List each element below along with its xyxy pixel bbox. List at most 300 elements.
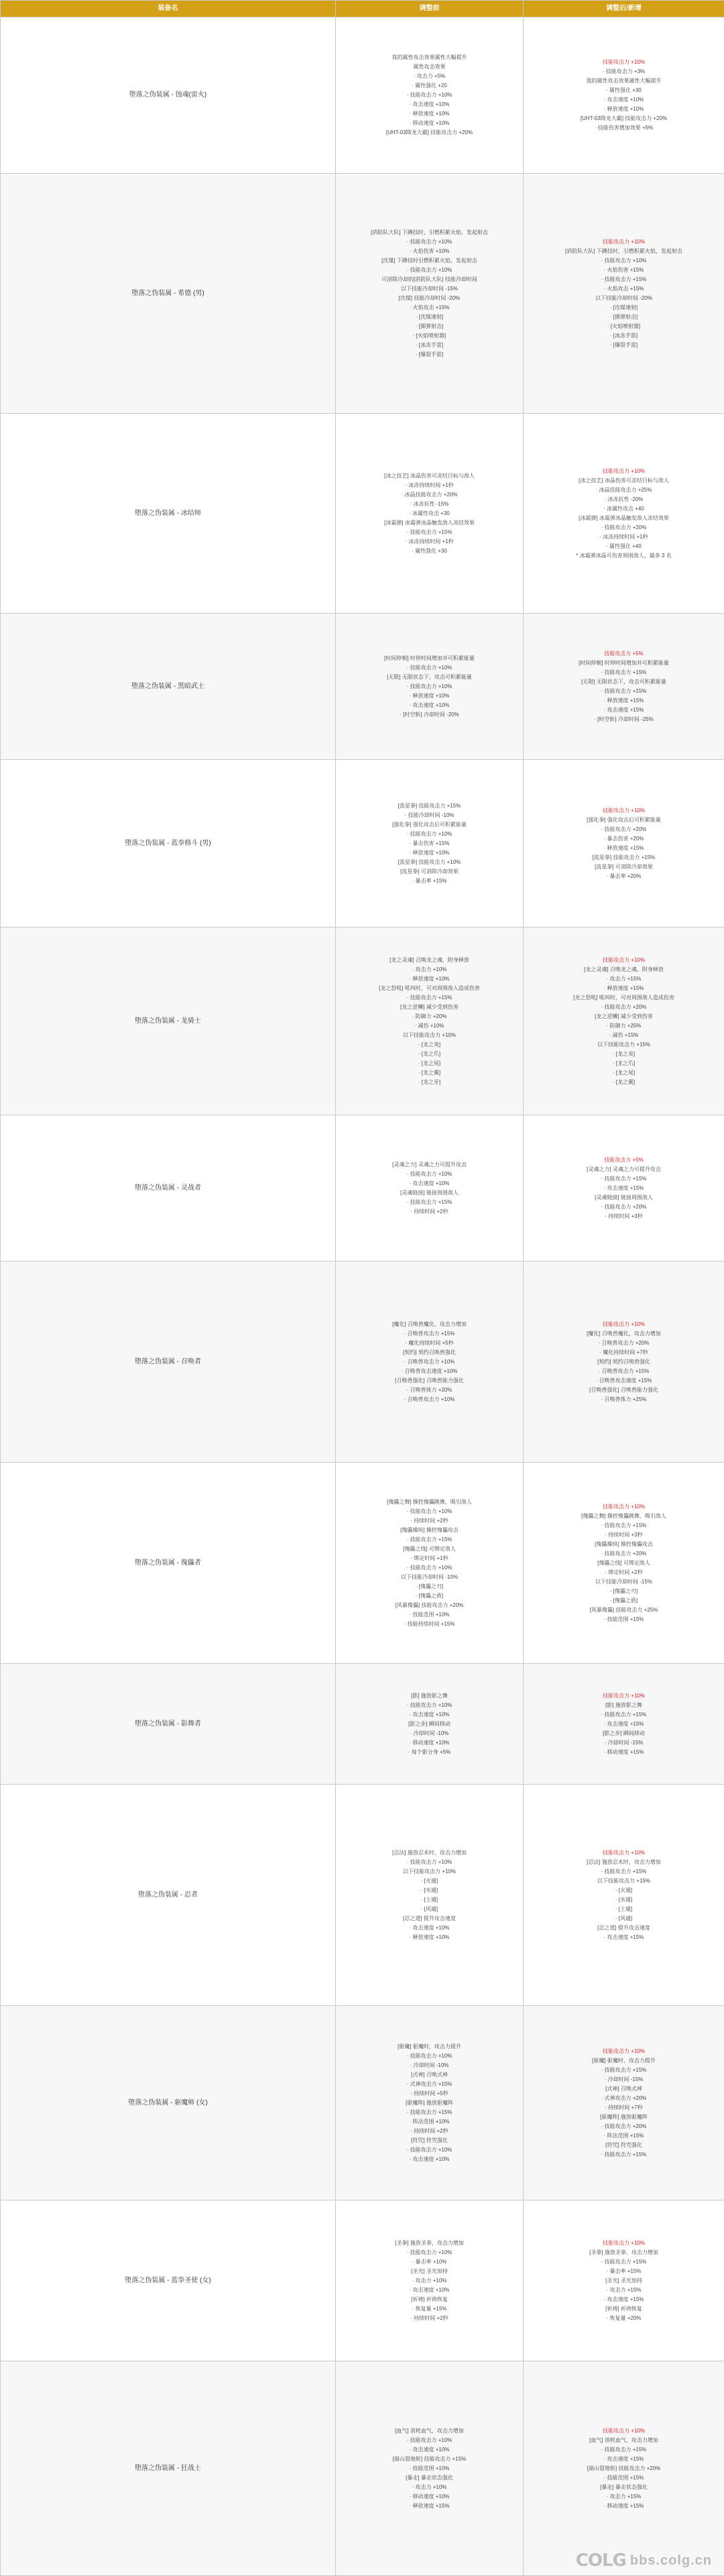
effect-line: · 攻击速度 +15% [528, 1184, 720, 1193]
effect-line: [强化拳] 强化攻击后可积累能量 [528, 816, 720, 825]
effect-line: · 冷却时间 -15% [528, 2075, 720, 2084]
effect-line: [傀儡之舞] 操控傀儡跳舞，吸引敌人 [528, 1512, 720, 1521]
table-row [1, 928, 724, 1115]
effect-line: · 技能攻击力 +15% [528, 668, 720, 677]
effect-line: · 攻击力 +10% [340, 2276, 519, 2286]
equipment-name: 堕落之伪装属 - 驱魔师 (女) [1, 2006, 336, 2200]
effect-line: · 防御力 +25% [528, 1021, 720, 1031]
effect-line: · 减伤 +15% [528, 1031, 720, 1040]
before-effects [336, 2006, 524, 2200]
effect-line: · 暴击伤害 +15% [340, 839, 519, 848]
header-equipment: 装备名 [1, 1, 336, 17]
effect-line: [驱魔阵] 施放驱魔阵 [340, 2098, 519, 2108]
effect-line: · 攻击速度 +15% [528, 2455, 720, 2464]
effect-line: [流星拳] 可消除冷却效果 [528, 862, 720, 872]
effect-line: · [沈煤速射] [340, 313, 519, 322]
effect-line: · 技能攻击力 +10% [340, 682, 519, 691]
effect-line: [驱魔] 驱魔时，攻击力提升 [528, 2056, 720, 2066]
effect-line: 属性攻击效果 [340, 62, 519, 72]
before-effects [336, 17, 524, 174]
before-effects [336, 1463, 524, 1664]
effect-line: · [土遁] [340, 1895, 519, 1905]
effect-line: [流星拳] 可消除冷却效果 [340, 867, 519, 877]
colg-logo: COLG [576, 2551, 626, 2571]
effect-line: · 冰晶技能攻击力 +25% [528, 486, 720, 495]
effect-line: 技能攻击力 +10% [528, 237, 720, 247]
effect-line: · 技能攻击力 +10% [340, 1858, 519, 1867]
effect-line: · 减伤 +10% [340, 1021, 519, 1031]
effect-line: · 属性强化 +40 [528, 542, 720, 551]
effect-line: 技能攻击力 +10% [528, 806, 720, 816]
effect-line: · 攻击力 +15% [528, 2492, 720, 2502]
effect-line: · 召唤兽攻击力 +15% [340, 1329, 519, 1339]
effect-line: · 技能攻击力 +20% [528, 1549, 720, 1559]
effect-line: · 移动速度 +15% [528, 1748, 720, 1757]
effect-line: [傀儡操纵] 操控傀儡攻击 [340, 1526, 519, 1535]
effect-line: · 释放速度 +10% [340, 848, 519, 858]
effect-line: · 释放速度 +15% [340, 2502, 519, 2511]
effect-line: 以下技能冷却时间 -15% [528, 1577, 720, 1587]
effect-line: · 恢复量 +15% [340, 2304, 519, 2314]
effect-line: · [时空斩] 冷却时间 -20% [340, 710, 519, 720]
effect-line: [影之步] 瞬间移动 [340, 1720, 519, 1729]
effect-line: · 技能范围 +15% [528, 1615, 720, 1624]
effect-line: · [火焰喷射器] [528, 322, 720, 331]
effect-line: 以下技能冷却时间 -10% [340, 1573, 519, 1582]
effect-line: [影] 施放影之舞 [528, 1701, 720, 1710]
after-effects [524, 17, 724, 174]
effect-line: [血气] 消耗血气，攻击力增加 [340, 2426, 519, 2436]
effect-line: 技能攻击力 +10% [528, 956, 720, 965]
effect-line: [流星拳] 技能攻击力 +15% [528, 853, 720, 862]
effect-line: 技能攻击力 +10% [528, 58, 720, 67]
effect-line: [傀儡之线] 可绑定敌人 [528, 1559, 720, 1568]
effect-line: · 火焰攻击 +15% [528, 284, 720, 294]
effect-line: · 攻击速度 +10% [340, 1710, 519, 1720]
effect-line: 技能攻击力 +10% [528, 2239, 720, 2248]
effect-line: [崩山裂地斩] 技能攻击力 +20% [528, 2464, 720, 2473]
effect-line: · 恢复量 +20% [528, 2314, 720, 2323]
effect-line: [召唤兽强化] 召唤兽能力强化 [528, 1386, 720, 1395]
effect-line: [沈煤] 下蹲技时引燃积累火焰，发起射击 [340, 256, 519, 266]
effect-line: [时间停顿] 时停时间增加并可积累能量 [340, 654, 519, 663]
effect-line: · 召唤兽体力 +25% [528, 1395, 720, 1404]
effect-line: · 技能攻击力 +20% [528, 2122, 720, 2131]
effect-line: · 暴击率 +20% [528, 872, 720, 881]
effect-line: · [龙之爪] [340, 1050, 519, 1059]
effect-line: [崩山裂地斩] 技能攻击力 +15% [340, 2455, 519, 2464]
effect-line: · [火焰喷射器] [340, 331, 519, 341]
effect-line: · 技能伤害增加效果 +5% [528, 123, 720, 133]
effect-line: · 攻击速度 +10% [528, 95, 720, 105]
effect-line: · [土遁] [528, 1905, 720, 1914]
effect-line: [祈祷] 祈祷恢复 [528, 2304, 720, 2314]
effect-line: [驱魔阵] 施放驱魔阵 [528, 2113, 720, 2122]
effect-line: · 技能持续时间 +15% [340, 1620, 519, 1629]
effect-line: [傀儡之线] 可绑定敌人 [340, 1545, 519, 1554]
effect-line: · [龙之炎] [528, 1050, 720, 1059]
effect-line: [消防队大队] 下蹲技时，引燃积累火焰，发起射击 [528, 247, 720, 256]
effect-line: · [时空斩] 冷却时间 -25% [528, 715, 720, 724]
effect-line: · 技能攻击力 +10% [340, 663, 519, 673]
effect-line: · 技能攻击力 +15% [528, 2445, 720, 2455]
effect-line: [魔化] 召唤兽魔化，攻击力增加 [528, 1329, 720, 1339]
effect-line: · 防御力 +20% [340, 1012, 519, 1021]
effect-line: [消防队大队] 下蹲技时，引燃积累火焰，发起射击 [340, 228, 519, 237]
effect-line: 技能攻击力 +10% [528, 467, 720, 476]
before-effects [336, 174, 524, 414]
effect-line: [圣光] 圣光加持 [340, 2267, 519, 2276]
before-effects [336, 928, 524, 1115]
effect-line: · 召唤兽攻击力 +10% [340, 1357, 519, 1367]
equipment-name: 堕落之伪装属 - 冰结师 [1, 414, 336, 614]
effect-line: · [龙之牙] [340, 1078, 519, 1087]
effect-line: [灵魂链接] 链接周围敌人 [528, 1193, 720, 1202]
effect-line: [傀儡操纵] 操控傀儡攻击 [528, 1540, 720, 1549]
effect-line: · 暴击率 +15% [528, 2267, 720, 2276]
effect-line: · [龙之翼] [340, 1068, 519, 1078]
effect-line: [龙之怒吼] 吼叫时，可对周围敌人造成伤害 [340, 984, 519, 993]
effect-line: · 技能攻击力 +10% [528, 256, 720, 266]
effect-line: · 阵法范围 +15% [528, 2131, 720, 2141]
effect-line: [冰霜弹] 冰霜弹冰晶触发敌人冻结效果 [528, 514, 720, 523]
effect-line: [无限] 无限状态下，攻击可积累能量 [528, 677, 720, 687]
effect-line: [傀儡之舞] 操控傀儡跳舞，吸引敌人 [340, 1498, 519, 1507]
effect-line: [祈祷] 祈祷恢复 [340, 2295, 519, 2304]
table-row [1, 2361, 724, 2576]
effect-line: [契约] 契约召唤兽强化 [340, 1348, 519, 1357]
effect-line: · 释放速度 +10% [528, 105, 720, 114]
effect-line: · 释放速度 +10% [340, 109, 519, 119]
effect-line: [流星拳] 技能攻击力 +15% [340, 801, 519, 811]
effect-line: [龙之灵魂] 召唤龙之魂，附身释放 [340, 956, 519, 965]
effect-line: · 技能攻击力 +15% [528, 1521, 720, 1530]
effect-line: · 暴击伤害 +20% [528, 834, 720, 844]
effect-line: · [冰冻手雷] [340, 341, 519, 350]
effect-line: [血气] 消耗血气，攻击力增加 [528, 2436, 720, 2445]
effect-line: 技能攻击力 +10% [528, 2426, 720, 2436]
before-effects [336, 2200, 524, 2361]
after-effects [524, 1115, 724, 1262]
effect-line: · [龙之爪] [528, 1059, 720, 1068]
effect-line: 以下技能冷却时间 -20% [528, 294, 720, 303]
effect-line: [暴走] 暴走状态强化 [340, 2473, 519, 2483]
effect-line: · 属性强化 +30 [340, 547, 519, 556]
effect-line: [流星拳] 技能攻击力 +10% [340, 858, 519, 867]
effect-line: · [龙之炎] [340, 1040, 519, 1050]
effect-line: · 技能范围 +15% [528, 2473, 720, 2483]
effect-line: · 冰冻持续时间 +1秒 [528, 533, 720, 542]
effect-line: · 持续时间 +3秒 [528, 1212, 720, 1221]
effect-line: · 持续时间 +2秒 [340, 1207, 519, 1217]
effect-line: · 技能攻击力 +10% [340, 91, 519, 100]
effect-line: · 攻击速度 +10% [340, 2445, 519, 2455]
effect-line: [圣光] 圣光加持 [528, 2276, 720, 2286]
effect-line: [灵魂之力] 灵魂之力可提升攻击 [340, 1160, 519, 1170]
effect-line: · 冷却时间 -10% [340, 2061, 519, 2070]
effect-line: · 释放速度 +15% [528, 696, 720, 706]
effect-line: · [掷弹射击] [528, 313, 720, 322]
effect-line: · 属性强化 +30 [528, 86, 720, 95]
effect-line: [龙之逆鳞] 减少受到伤害 [340, 1003, 519, 1012]
effect-line: · 攻击速度 +15% [528, 1720, 720, 1729]
effect-line: 技能攻击力 +10% [528, 1691, 720, 1701]
effect-line: [无限] 无限状态下，攻击可积累能量 [340, 673, 519, 682]
effect-line: · 持续时间 +5秒 [340, 2089, 519, 2098]
equipment-name: 堕落之伪装属 - 蓝拳格斗 (男) [1, 760, 336, 928]
table-row [1, 760, 724, 928]
effect-line: [忍之道] 提升攻击速度 [528, 1923, 720, 1933]
effect-line: [龙之怒吼] 吼叫时，可对周围敌人造成伤害 [528, 993, 720, 1003]
effect-line: · 技能攻击力 +10% [340, 2052, 519, 2061]
before-effects [336, 1664, 524, 1785]
effect-line: · 攻击速度 +10% [340, 1923, 519, 1933]
effect-line: [忍法] 施放忍术时，攻击力增加 [340, 1848, 519, 1858]
before-effects [336, 1115, 524, 1262]
before-effects [336, 614, 524, 760]
effect-line: · 攻击力 +5% [340, 72, 519, 81]
effect-line: 技能攻击力 +10% [528, 1502, 720, 1512]
effect-line: · 暴击率 +15% [340, 877, 519, 886]
effect-line: · 技能攻击力 +10% [340, 830, 519, 839]
effect-line: [契约] 契约召唤兽强化 [528, 1357, 720, 1367]
effect-line: · 召唤兽攻击力 +15% [528, 1367, 720, 1376]
effect-line: · 绑定时间 +1秒 [340, 1554, 519, 1563]
effect-line: [影] 施放影之舞 [340, 1691, 519, 1701]
effect-line: · 冰冻持续时间 +1秒 [340, 481, 519, 490]
effect-line: 以下技能攻击力 +15% [528, 1877, 720, 1886]
effect-line: · 释放速度 +10% [340, 691, 519, 701]
effect-line: · 技能攻击力 +15% [528, 2257, 720, 2267]
effect-line: · 技能攻击力 +10% [340, 237, 519, 247]
header-before: 调整前 [336, 1, 524, 17]
equipment-name: 堕落之伪装属 - 蓝拳圣使 (女) [1, 2200, 336, 2361]
effect-line: · 攻击力 +15% [528, 2286, 720, 2295]
effect-line: * 冰霜弹冰晶可伤害周围敌人，最多 3 名 [528, 551, 720, 561]
effect-line: [沈煤] 技能冷却时间 -20% [340, 294, 519, 303]
table-row [1, 1115, 724, 1262]
effect-line: 技能攻击力 +5% [528, 649, 720, 659]
effect-line: · 技能攻击力 +15% [528, 1710, 720, 1720]
effect-line: · [水遁] [528, 1895, 720, 1905]
effect-line: [影之步] 瞬间移动 [528, 1729, 720, 1738]
effect-line: [忍法] 施放忍术时，攻击力增加 [528, 1858, 720, 1867]
effect-line: · 攻击力 +15% [528, 974, 720, 984]
effect-line: [强化拳] 强化攻击后可积累能量 [340, 820, 519, 830]
effect-line: [圣拳] 施放圣拳，攻击力增加 [528, 2248, 720, 2257]
effect-line: · 技能攻击力 +10% [340, 2436, 519, 2445]
effect-line: [冰之技艺] 冰晶伤害可冻结目标与敌人 [528, 476, 720, 486]
effect-line: · 魔化持续时间 +7秒 [528, 1348, 720, 1357]
effect-line: · 技能攻击力 +15% [528, 2066, 720, 2075]
effect-line: · 技能攻击力 +20% [528, 1202, 720, 1212]
effect-line: · [掷弹射击] [340, 322, 519, 331]
effect-line: · 冰属性攻击 +40 [528, 504, 720, 514]
effect-line: [冰之技艺] 冰晶伤害可冻结目标与敌人 [340, 471, 519, 481]
effect-line: · 技能攻击力 +10% [340, 2145, 519, 2155]
effect-line: [忍之道] 提升攻击速度 [340, 1914, 519, 1923]
after-effects [524, 760, 724, 928]
effect-line: 技能攻击力 +10% [528, 1320, 720, 1329]
header-after: 调整后/新增 [524, 1, 724, 17]
effect-line: · 技能攻击力 +15% [528, 687, 720, 696]
effect-line: · [龙之尾] [340, 1059, 519, 1068]
effect-line: · 技能范围 +10% [340, 1610, 519, 1620]
table-row [1, 1785, 724, 2006]
table-row [1, 174, 724, 414]
effect-line: · 技能攻击力 +15% [340, 1198, 519, 1207]
effect-line: · [傀儡之刃] [528, 1587, 720, 1596]
equipment-name: 堕落之伪装属 - 影舞者 [1, 1664, 336, 1785]
after-effects [524, 414, 724, 614]
effect-line: · 召唤兽攻击力 +10% [340, 1395, 519, 1404]
effect-line: · 持续时间 +2秒 [340, 2127, 519, 2136]
effect-line: · [冰冻手雷] [528, 331, 720, 341]
after-effects [524, 2006, 724, 2200]
equipment-name: 堕落之伪装属 - 龙骑士 [1, 928, 336, 1115]
effect-line: · [爆裂手雷] [340, 350, 519, 359]
effect-line: · 召唤兽体力 +20% [340, 1386, 519, 1395]
effect-line: 我的属性攻击效果属性大幅提升 [528, 76, 720, 86]
effect-line: 我的属性攻击效果属性大幅提升 [340, 53, 519, 62]
equipment-name: 堕落之伪装属 - 忍者 [1, 1785, 336, 2006]
effect-line: · 技能范围 +10% [340, 2464, 519, 2473]
effect-line: 以下技能攻击力 +10% [340, 1031, 519, 1040]
equipment-name: 堕落之伪装属 - 召唤者 [1, 1262, 336, 1463]
header-row [1, 1, 724, 17]
table-row [1, 1262, 724, 1463]
effect-line: · 冰晶技能攻击力 +20% [340, 490, 519, 500]
table-row [1, 2200, 724, 2361]
effect-line: · 火焰伤害 +10% [340, 247, 519, 256]
after-effects [524, 928, 724, 1115]
effect-line: · 技能冷却时间 -10% [340, 811, 519, 820]
after-effects [524, 614, 724, 760]
effect-line: [冰霜弹] 冰霜弹冰晶触发敌人冻结效果 [340, 518, 519, 528]
effect-line: · 技能攻击力 +15% [528, 275, 720, 284]
watermark-site: bbs.colg.cn [630, 2553, 712, 2569]
effect-line: · [傀儡之刃] [340, 1582, 519, 1591]
effect-line: · 释放速度 +10% [340, 1933, 519, 1942]
effect-line: · [龙之翼] [528, 1078, 720, 1087]
table-row [1, 414, 724, 614]
effect-line: [召唤兽强化] 召唤兽能力强化 [340, 1376, 519, 1386]
effect-line: · [龙之尾] [528, 1068, 720, 1078]
table-row [1, 1664, 724, 1785]
after-effects [524, 1463, 724, 1664]
effect-line: [时间停顿] 时停时间增加并可积累能量 [528, 659, 720, 668]
before-effects [336, 1785, 524, 2006]
effect-line: · [爆裂手雷] [528, 341, 720, 350]
after-effects [524, 2200, 724, 2361]
effect-line: · 持续时间 +7秒 [528, 2103, 720, 2113]
effect-line: · [火遁] [340, 1877, 519, 1886]
effect-line: · 移动速度 +10% [340, 2492, 519, 2502]
effect-line: · 魔化持续时间 +5秒 [340, 1339, 519, 1348]
effect-line: · 技能攻击力 +15% [528, 1867, 720, 1877]
effect-line: · 冷却时间 -15% [528, 1738, 720, 1748]
effect-line: · 释放速度 +15% [528, 984, 720, 993]
effect-line: · 火焰伤害 +15% [528, 266, 720, 275]
effect-line: · 技能攻击力 +10% [340, 2248, 519, 2257]
effect-line: · 攻击速度 +10% [340, 100, 519, 109]
effect-line: · [水遁] [340, 1886, 519, 1895]
before-effects [336, 760, 524, 928]
after-effects [524, 174, 724, 414]
table-row [1, 1463, 724, 1664]
effect-line: · 属性强化 +20 [340, 81, 519, 91]
table-row [1, 17, 724, 174]
effect-line: · 移动速度 +10% [340, 1738, 519, 1748]
effect-line: · 攻击力 +10% [340, 2483, 519, 2492]
effect-line: 可消除冷却的[消防队大队] 技能冷却时间 [340, 275, 519, 284]
table-body [1, 17, 724, 2576]
effect-line: 以下技能攻击力 +15% [528, 1040, 720, 1050]
effect-line: · 暴击率 +10% [340, 2257, 519, 2267]
effect-line: · 攻击速度 +15% [528, 706, 720, 715]
effect-line: 技能攻击力 +10% [528, 2047, 720, 2056]
effect-line: · 冰冻持续时间 +1秒 [340, 537, 519, 547]
effect-line: · 攻击力 +10% [340, 965, 519, 974]
effect-line: · 式神攻击力 +15% [340, 2080, 519, 2089]
effect-line: · 攻击速度 +10% [340, 2286, 519, 2295]
effect-line: · [风遁] [340, 1905, 519, 1914]
effect-line: · 释放速度 +15% [528, 844, 720, 853]
effect-line: · 技能攻击力 +3% [528, 67, 720, 76]
effect-line: [式神] 召唤式神 [340, 2070, 519, 2080]
effect-line: · 技能攻击力 +15% [340, 993, 519, 1003]
equipment-name: 堕落之伪装属 - 灵战者 [1, 1115, 336, 1262]
effect-line: · 召唤兽攻击速度 +15% [528, 1376, 720, 1386]
effect-line: · 技能攻击力 +20% [528, 825, 720, 834]
effect-line: [圣拳] 施放圣拳，攻击力增加 [340, 2239, 519, 2248]
watermark [576, 2551, 712, 2571]
effect-line: · 冰冻抗性 -15% [340, 500, 519, 509]
effect-line: [式神] 召唤式神 [528, 2084, 720, 2094]
effect-line: · 技能攻击力 +20% [528, 1003, 720, 1012]
effect-line: · 召唤兽攻击力 +20% [528, 1339, 720, 1348]
effect-line: · 攻击速度 +10% [340, 2155, 519, 2164]
equipment-name: 堕落之伪装属 - 狂战士 [1, 2361, 336, 2576]
effect-line: · 持续时间 +3秒 [528, 1530, 720, 1540]
effect-line: [灵魂之力] 灵魂之力可提升攻击 [528, 1165, 720, 1174]
effect-line: · 持续时间 +2秒 [340, 2314, 519, 2323]
effect-line: · 式神攻击力 +20% [528, 2094, 720, 2103]
effect-line: · 冰冻抗性 -20% [528, 495, 720, 504]
effect-line: · 移动速度 +10% [340, 119, 519, 128]
effect-line: · 技能攻击力 +15% [340, 1535, 519, 1545]
effect-line: · 技能攻击力 +10% [340, 1563, 519, 1573]
effect-line: · 技能攻击力 +10% [340, 1701, 519, 1710]
effect-line: · 释放速度 +10% [340, 974, 519, 984]
after-effects [524, 2361, 724, 2576]
before-effects [336, 2361, 524, 2576]
effect-line: [符咒] 符咒强化 [528, 2141, 720, 2150]
effect-line: · 持续时间 +2秒 [340, 1516, 519, 1526]
effect-line: [龙之灵魂] 召唤龙之魂，附身释放 [528, 965, 720, 974]
effect-line: · [沈煤速射] [528, 303, 720, 313]
effect-line: · [傀儡之盾] [340, 1591, 519, 1601]
effect-line: · 技能攻击力 +15% [528, 2150, 720, 2160]
effect-line: · 攻击速度 +15% [528, 1933, 720, 1942]
equipment-name: 堕落之伪装属 - 傀儡者 [1, 1463, 336, 1664]
effect-line: · 技能攻击力 +15% [340, 2108, 519, 2117]
effect-line: 技能攻击力 +10% [528, 1848, 720, 1858]
effect-line: [风暴傀儡] 技能攻击力 +20% [340, 1601, 519, 1610]
effect-line: · 技能攻击力 +10% [340, 1507, 519, 1516]
effect-line: · 阵法范围 +10% [340, 2117, 519, 2127]
effect-line: · 技能攻击力 +10% [340, 266, 519, 275]
